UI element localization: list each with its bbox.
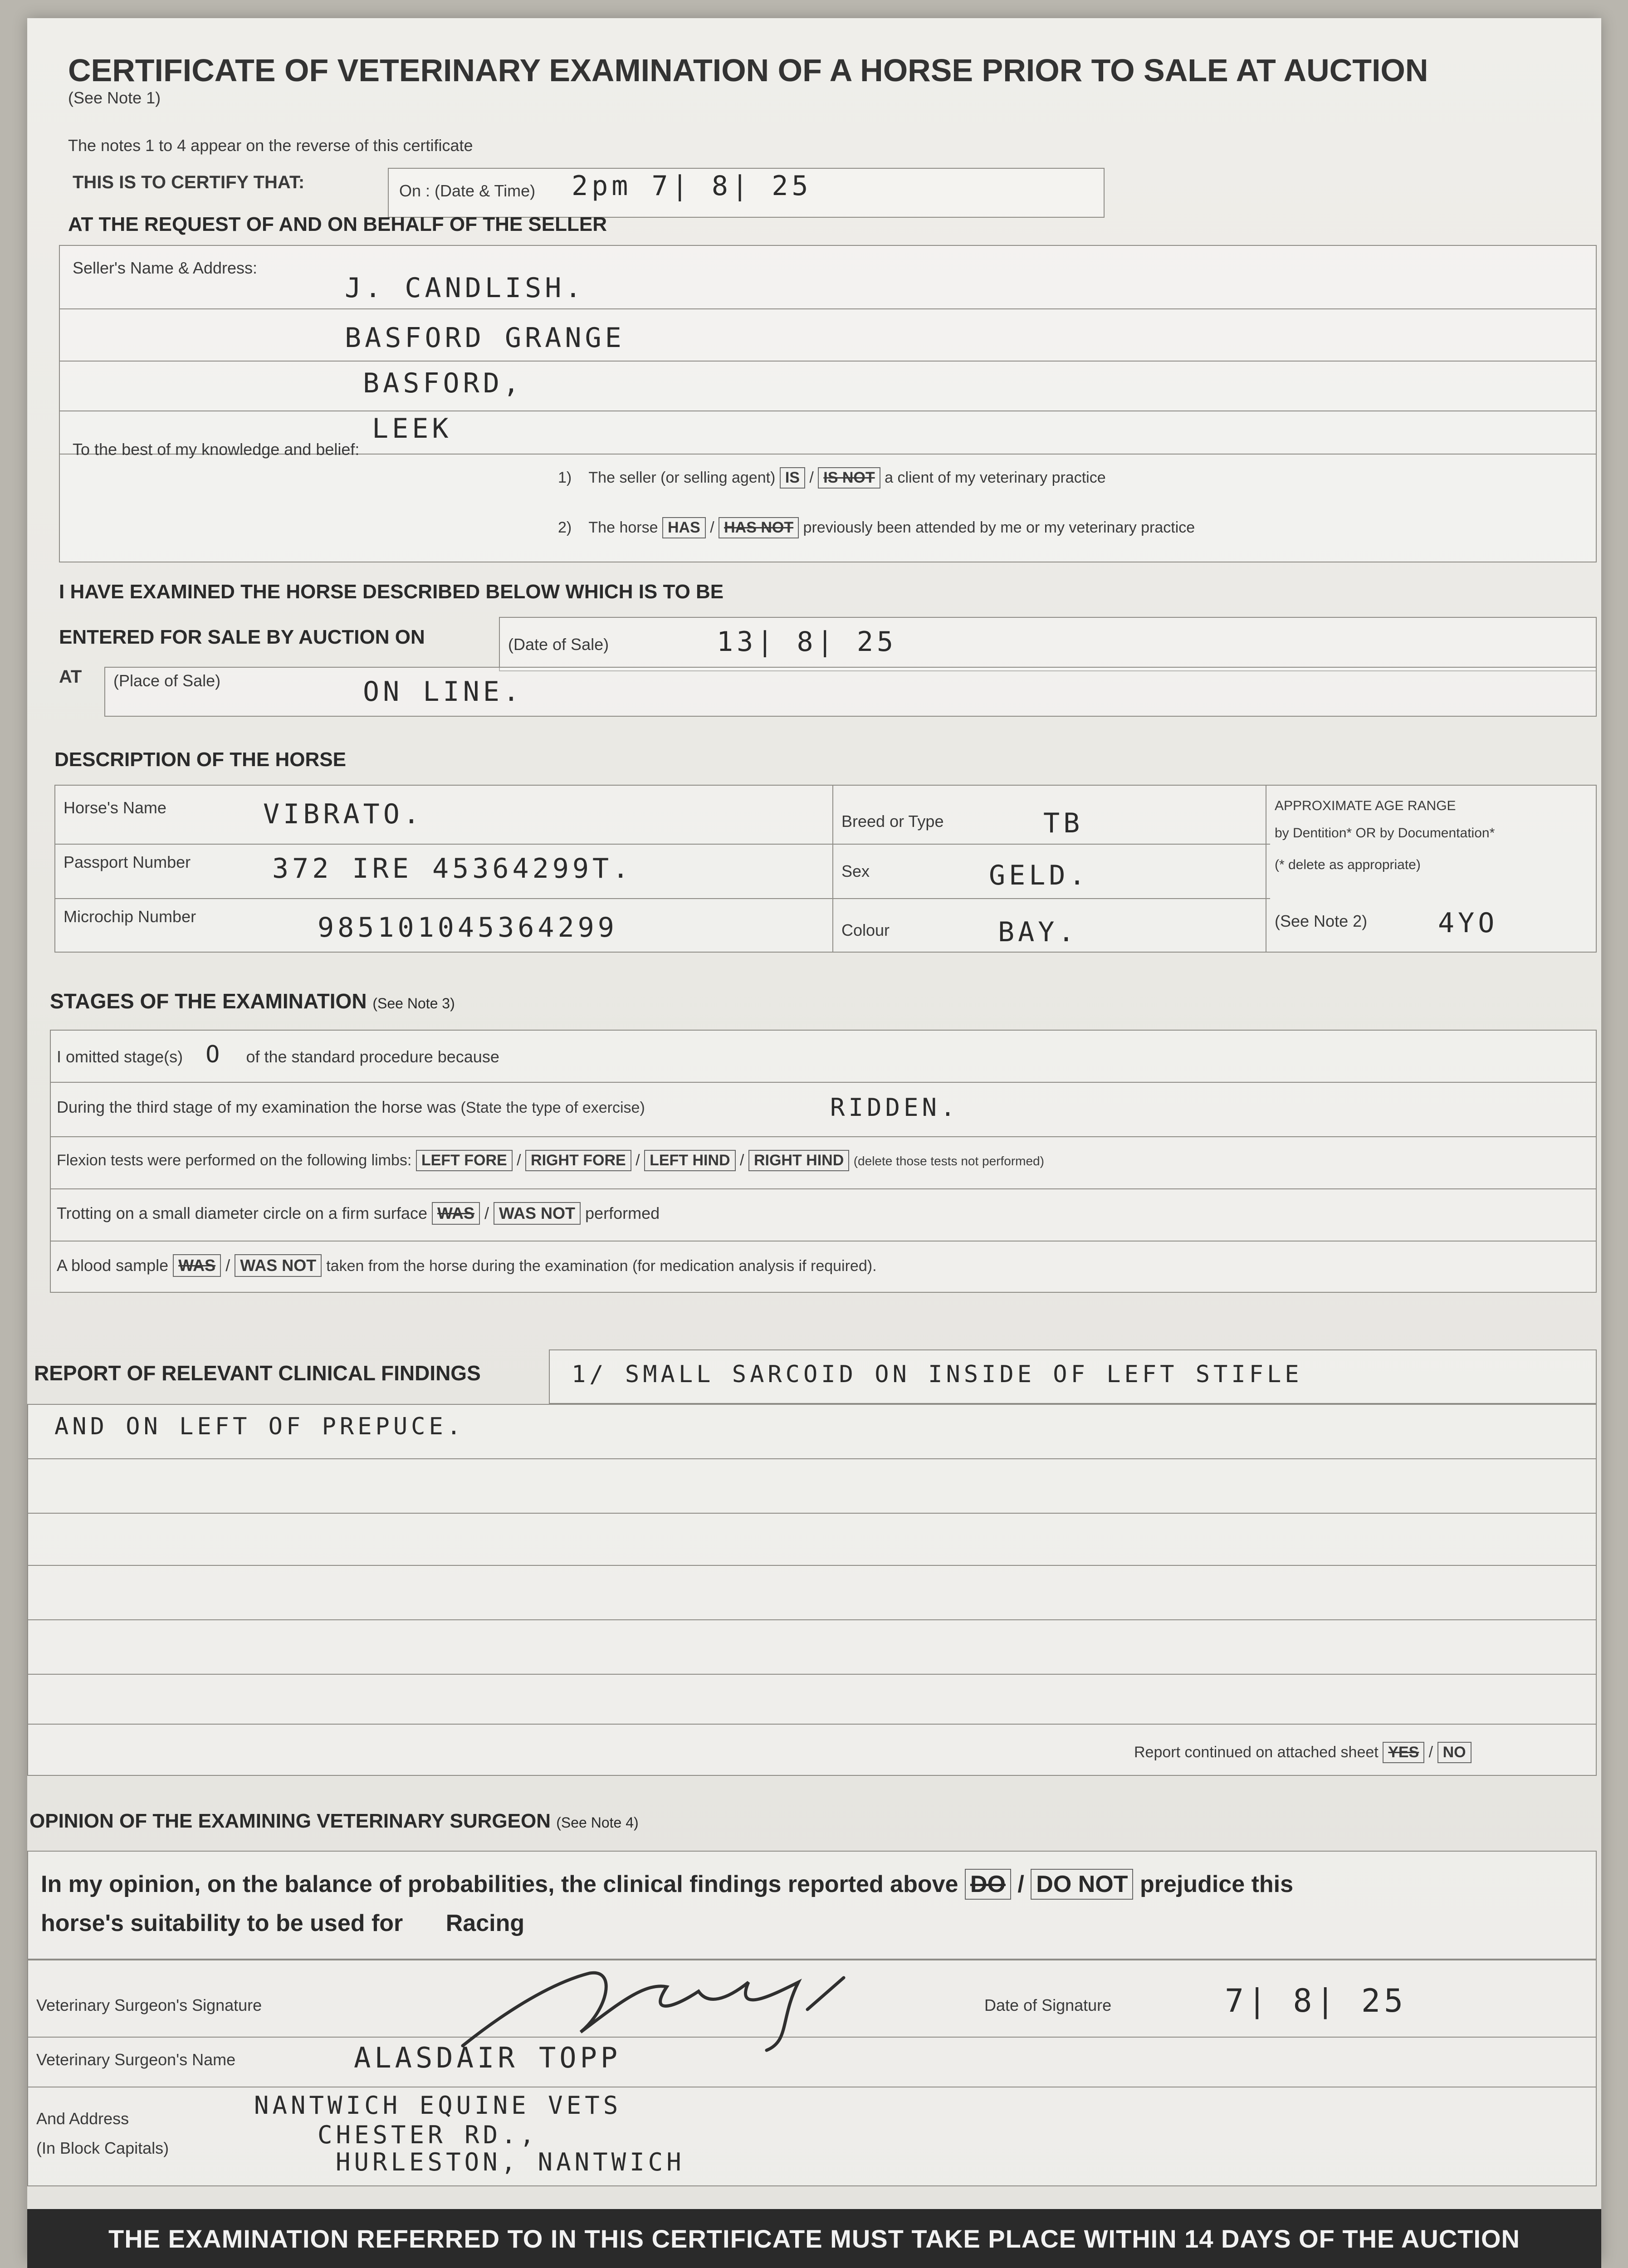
horse-name-label: Horse's Name: [64, 798, 166, 817]
seller-line-1: J. CANDLISH.: [345, 272, 585, 304]
vet-name-label: Veterinary Surgeon's Name: [36, 2050, 236, 2069]
description-heading: DESCRIPTION OF THE HORSE: [54, 748, 346, 771]
colour-value: BAY.: [998, 916, 1078, 948]
certificate-title: CERTIFICATE OF VETERINARY EXAMINATION OF A HORSE PRIOR TO SALE AT AUCTION: [68, 53, 1428, 88]
has-option[interactable]: HAS: [662, 517, 706, 538]
age-note: (See Note 2): [1275, 912, 1368, 930]
title-note: (See Note 1): [68, 88, 161, 107]
knowledge-label: To the best of my knowledge and belief:: [73, 440, 360, 459]
age-delete-note: (* delete as appropriate): [1275, 857, 1421, 872]
flexion-row: Flexion tests were performed on the following limbs: LEFT FORE / RIGHT FORE / LEFT HIND / RIGHT HIND (delete those tests not performed): [57, 1150, 1044, 1171]
is-not-option[interactable]: IS NOT: [818, 467, 880, 489]
left-fore-option[interactable]: LEFT FORE: [416, 1150, 513, 1171]
report-heading: REPORT OF RELEVANT CLINICAL FINDINGS: [34, 1361, 481, 1385]
report-line-2: AND ON LEFT OF PREPUCE.: [54, 1413, 465, 1440]
age-value: 4YO: [1438, 907, 1498, 939]
at-label: AT: [59, 667, 82, 687]
sale-place-label: (Place of Sale): [113, 671, 221, 690]
omitted-stages-value: O: [205, 1041, 224, 1068]
third-stage-value: RIDDEN.: [830, 1093, 959, 1122]
trotting-row: Trotting on a small diameter circle on a firm surface WAS / WAS NOT performed: [57, 1202, 660, 1225]
blood-was-option[interactable]: WAS: [173, 1254, 221, 1277]
vet-name-value: ALASDAIR TOPP: [354, 2041, 621, 2074]
sale-date-field[interactable]: [499, 617, 1597, 671]
right-hind-option[interactable]: RIGHT HIND: [748, 1150, 849, 1171]
stages-heading: STAGES OF THE EXAMINATION (See Note 3): [50, 989, 455, 1013]
continued-yes-option[interactable]: YES: [1383, 1742, 1424, 1763]
sale-place-field[interactable]: [104, 667, 1597, 717]
trot-was-not-option[interactable]: WAS NOT: [494, 1202, 581, 1225]
address-line-1: NANTWICH EQUINE VETS: [254, 2091, 622, 2120]
sex-value: GELD.: [989, 860, 1089, 891]
passport-label: Passport Number: [64, 853, 191, 871]
intended-use-value: Racing: [445, 1910, 525, 1936]
age-method: by Dentition* OR by Documentation*: [1275, 826, 1495, 841]
knowledge-item-2: 2) The horse HAS / HAS NOT previously been attended by me or my veterinary practice: [558, 517, 1195, 538]
sex-label: Sex: [841, 862, 870, 880]
microchip-label: Microchip Number: [64, 907, 196, 926]
address-line-3: HURLESTON, NANTWICH: [336, 2148, 685, 2176]
continued-no-option[interactable]: NO: [1437, 1742, 1472, 1763]
notes-line: The notes 1 to 4 appear on the reverse of this certificate: [68, 136, 473, 155]
passport-value: 372 IRE 45364299T.: [272, 853, 633, 885]
sale-date-label: (Date of Sale): [508, 635, 609, 654]
opinion-text-line-2: horse's suitability to be used for Racing: [41, 1910, 525, 1936]
report-continued-row: Report continued on attached sheet YES / NO: [1134, 1742, 1472, 1763]
address-label: And Address: [36, 2109, 129, 2128]
request-heading: AT THE REQUEST OF AND ON BEHALF OF THE SELLER: [68, 213, 607, 235]
breed-value: TB: [1043, 807, 1084, 839]
examined-heading-1: I HAVE EXAMINED THE HORSE DESCRIBED BELOW WHICH IS TO BE: [59, 581, 724, 603]
trot-was-option[interactable]: WAS: [432, 1202, 480, 1225]
report-line-1: 1/ SMALL SARCOID ON INSIDE OF LEFT STIFLE: [572, 1361, 1303, 1388]
do-not-option[interactable]: DO NOT: [1031, 1869, 1133, 1900]
age-label: APPROXIMATE AGE RANGE: [1275, 798, 1456, 813]
colour-label: Colour: [841, 921, 890, 939]
has-not-option[interactable]: HAS NOT: [719, 517, 799, 538]
opinion-box: [27, 1851, 1597, 1960]
horse-name-value: VIBRATO.: [263, 798, 423, 830]
opinion-heading: OPINION OF THE EXAMINING VETERINARY SURGEON (See Note 4): [29, 1810, 639, 1832]
sale-date-value: 13| 8| 25: [717, 626, 897, 658]
address-note: (In Block Capitals): [36, 2139, 169, 2157]
sale-place-value: ON LINE.: [363, 676, 523, 708]
omitted-stages-row: I omitted stage(s) O of the standard procedure because: [57, 1041, 499, 1068]
certify-label: THIS IS TO CERTIFY THAT:: [73, 172, 305, 192]
blood-was-not-option[interactable]: WAS NOT: [235, 1254, 322, 1277]
breed-label: Breed or Type: [841, 812, 944, 831]
report-box: [27, 1404, 1597, 1776]
seller-box: [59, 245, 1597, 562]
certify-field-label: On : (Date & Time): [399, 181, 536, 200]
blood-sample-row: A blood sample WAS / WAS NOT taken from the horse during the examination (for medication analysis if required).: [57, 1254, 877, 1277]
signature-date-label: Date of Signature: [984, 1996, 1112, 2014]
certify-value: 2pm 7| 8| 25: [572, 170, 812, 202]
microchip-value: 985101045364299: [318, 912, 618, 943]
knowledge-item-1: 1) The seller (or selling agent) IS / IS NOT a client of my veterinary practice: [558, 467, 1106, 489]
third-stage-row: During the third stage of my examination the horse was (State the type of exercise): [57, 1098, 645, 1116]
footer-banner: THE EXAMINATION REFERRED TO IN THIS CERTIFICATE MUST TAKE PLACE WITHIN 14 DAYS OF THE AUCTION: [27, 2209, 1601, 2268]
is-option[interactable]: IS: [780, 467, 805, 489]
address-line-2: CHESTER RD.,: [318, 2121, 538, 2149]
do-option[interactable]: DO: [965, 1869, 1011, 1900]
examined-heading-2: ENTERED FOR SALE BY AUCTION ON: [59, 626, 425, 648]
seller-label: Seller's Name & Address:: [73, 259, 258, 277]
signature-label: Veterinary Surgeon's Signature: [36, 1996, 262, 2014]
left-hind-option[interactable]: LEFT HIND: [644, 1150, 736, 1171]
opinion-text: In my opinion, on the balance of probabilities, the clinical findings reported above DO / DO NOT prejudice this: [41, 1869, 1293, 1900]
seller-line-2: BASFORD GRANGE: [345, 322, 625, 354]
seller-line-4: LEEK: [372, 413, 452, 445]
right-fore-option[interactable]: RIGHT FORE: [525, 1150, 631, 1171]
seller-line-3: BASFORD,: [363, 367, 523, 399]
signature-date-value: 7| 8| 25: [1225, 1982, 1407, 2019]
